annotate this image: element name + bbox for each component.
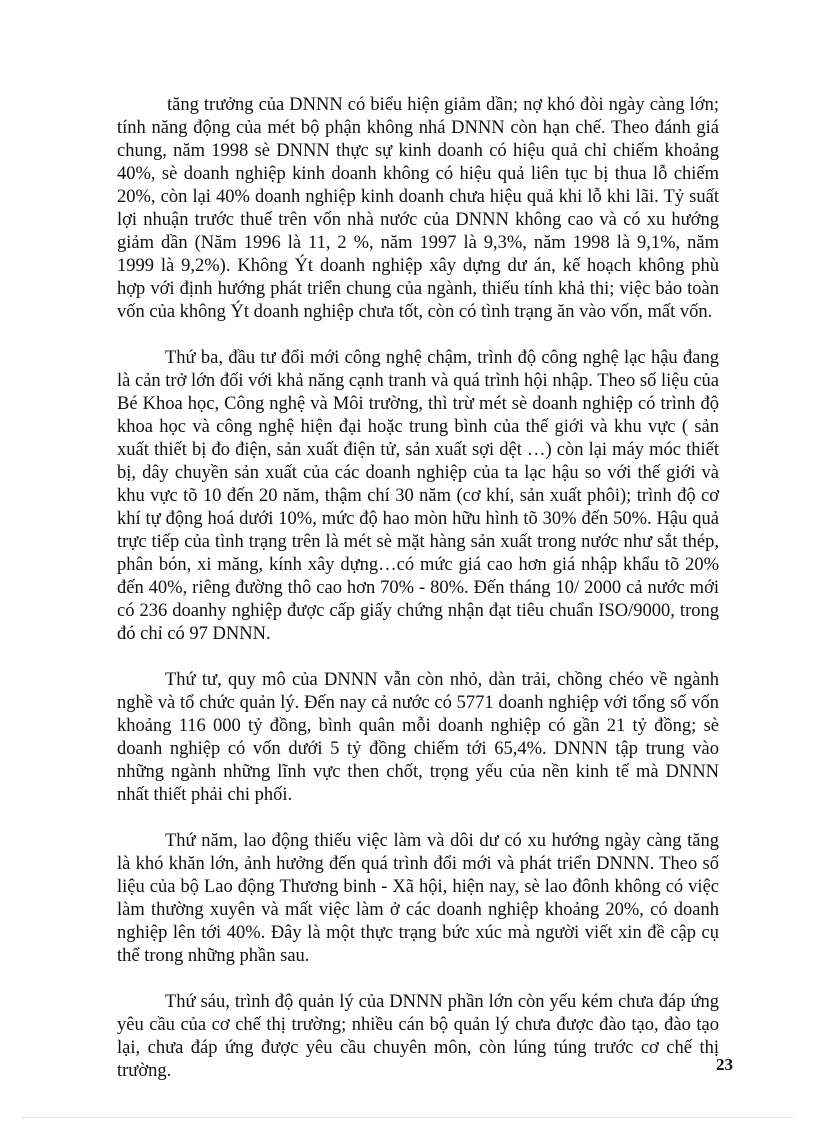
paragraph-technology: Thứ ba, đầu tư đổi mới công nghệ chậm, trình độ công nghệ lạc hậu đang là cản trở lớn đối với khả năng cạnh tranh và quá trình hội nhập. Theo số liệu của Bé Khoa học, Công nghệ và Môi trường, thì trừ mét sè doanh nghiệp có trình độ khoa học và công nghệ hiện đại hoặc trung bình của thế giới và khu vực ( sản xuất thiết bị đo điện, sản xuất điện tử, sản xuất sợi dệt …) còn lại máy móc thiết bị, dây chuyền sản xuất của các doanh nghiệp của ta lạc hậu so với thế giới và khu vực tõ 10 đến 20 năm, thậm chí 30 năm (cơ khí, sản xuất phôi); trình độ cơ khí tự động hoá dưới 10%, mức độ hao mòn hữu hình tõ 30% đến 50%. Hậu quả trực tiếp của tình trạng trên là mét sè mặt hàng sản xuất trong nước như sắt thép, phân bón, xi măng, kính xây dựng…có mức giá cao hơn giá nhập khẩu tõ 20% đến 40%, riêng đường thô cao hơn 70% - 80%. Đến tháng 10/ 2000 cả nước mới có 236 doanhy nghiệp được cấp giấy chứng nhận đạt tiêu chuẩn ISO/9000, trong đó chỉ có 97 DNNN. [117, 348, 719, 644]
body-text [117, 94, 719, 1083]
paragraph-labor: Thứ năm, lao động thiếu việc làm và dôi dư có xu hướng ngày càng tăng là khó khăn lớn, ảnh hưởng đến quá trình đổi mới và phát triển DNNN. Theo số liệu của bộ Lao động Thương binh - Xã hội, hiện nay, sè lao đônh không có việc làm thường xuyên và mất việc làm ở các doanh nghiệp khoảng 20%, có doanh nghiệp lên tới 40%. Đây là một thực trạng bức xúc mà người viết xin đề cập cụ thể trong những phần sau. [117, 831, 719, 966]
page-number: 23 [716, 1055, 733, 1074]
paragraph-scale: Thứ tư, quy mô của DNNN vẫn còn nhỏ, dàn trải, chồng chéo về ngành nghề và tổ chức quản lý. Đến nay cả nước có 5771 doanh nghiệp với tổng số vốn khoảng 116 000 tỷ đồng, bình quân mỗi doanh nghiệp có gần 21 tỷ đồng; sè doanh nghiệp có vốn dưới 5 tỷ đồng chiếm tới 65,4%. DNNN tập trung vào những ngành những lĩnh vực then chốt, trọng yếu của nền kinh tế mà DNNN nhất thiết phải chi phối. [117, 670, 719, 805]
paragraph-management: Thứ sáu, trình độ quản lý của DNNN phần lớn còn yếu kém chưa đáp ứng yêu cầu của cơ chế thị trường; nhiều cán bộ quản lý chưa được đào tạo, đào tạo lại, chưa đáp ứng được yêu cầu chuyên môn, còn lúng túng trước cơ chế thị trường. [117, 992, 719, 1081]
paragraph-profitability: tăng trưởng của DNNN có biểu hiện giảm dần; nợ khó đòi ngày càng lớn; tính năng động của mét bộ phận không nhá DNNN còn hạn chế. Theo đánh giá chung, năm 1998 sè DNNN thực sự kinh doanh có hiệu quả chỉ chiếm khoảng 40%, sè doanh nghiệp kinh doanh không có hiệu quả liên tục bị thua lỗ chiếm 20%, còn lại 40% doanh nghiệp kinh doanh chưa hiệu quả khi lỗ khi lãi. Tỷ suất lợi nhuận trước thuế trên vốn nhà nước của DNNN không cao và có xu hướng giảm dần (Năm 1996 là 11, 2 %, năm 1997 là 9,3%, năm 1998 là 9,1%, năm 1999 là 9,2%). Không Ýt doanh nghiệp xây dựng dư án, kế hoạch không phù hợp với định hướng phát triển chung của ngành, thiếu tính khả thi; việc bảo toàn vốn của không Ýt doanh nghiệp chưa tốt, còn có tình trạng ăn vào vốn, mất vốn. [117, 95, 719, 322]
page-footer-divider [22, 1117, 794, 1118]
